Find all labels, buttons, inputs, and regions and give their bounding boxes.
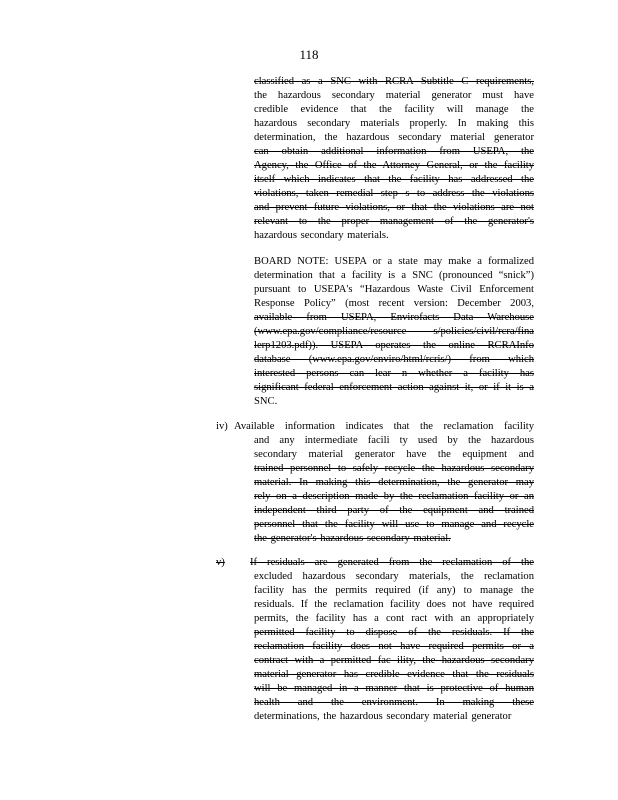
- text-line: (www.epa.gov/compliance/resource s/policies/civil/rcra/fina: [254, 326, 534, 337]
- page-number: 118: [299, 47, 319, 62]
- text-line: the hazardous secondary material generator must have: [254, 90, 534, 101]
- text-line: hazardous secondary materials properly. In making this: [254, 118, 534, 129]
- text-line: material generator has credible evidence that the residuals: [254, 669, 534, 680]
- text-line: If residuals are generated from the reclamation of the: [250, 557, 534, 568]
- item-iv-label: iv): [216, 421, 228, 432]
- text-line: significant federal enforcement action against it, or if it is a: [254, 382, 534, 393]
- text-line: violations, taken remedial step s to address the violations: [254, 188, 534, 199]
- text-line: trained personnel to safely recycle the hazardous secondary: [254, 463, 534, 474]
- text-line: contract with a permitted fac ility, the hazardous secondary: [254, 655, 534, 666]
- text-line: can obtain additional information from USEPA, the: [254, 146, 534, 157]
- text-line: lerp1203.pdf)). USEPA operates the online RCRAInfo: [254, 340, 534, 351]
- text-line: and prevent future violations, or that the violations are not: [254, 202, 534, 213]
- text-line: determination, the hazardous secondary material generator: [254, 132, 534, 143]
- text-line: rely on a description made by the reclamation facility or an: [254, 491, 534, 502]
- text-line: the generator's hazardous secondary material.: [254, 533, 451, 544]
- text-line: credible evidence that the facility will manage the: [254, 104, 534, 115]
- text-line: database (www.epa.gov/enviro/html/rcris/) from which: [254, 354, 534, 365]
- text-line: secondary material generator have the equipment and: [254, 449, 534, 460]
- text-line: determinations, the hazardous secondary material generator: [254, 711, 512, 722]
- text-line: available from USEPA, Envirofacts Data Warehouse: [254, 312, 534, 323]
- text-line: excluded hazardous secondary materials, the reclamation: [254, 571, 534, 582]
- text-line: facility has the permits required (if any) to manage the: [254, 585, 534, 596]
- text-line: will be managed in a manner that is protective of human: [254, 683, 534, 694]
- text-line: relevant to the proper management of the generator's: [254, 216, 534, 227]
- text-line: classified as a SNC with RCRA Subtitle C requirements,: [254, 76, 534, 87]
- text-line: Agency, the Office of the Attorney General, or the facility: [254, 160, 534, 171]
- text-line: determination that a facility is a SNC (pronounced “snick”): [254, 270, 534, 281]
- text-line: pursuant to USEPA's “Hazardous Waste Civil Enforcement: [254, 284, 534, 295]
- text-line: permits, the facility has a cont ract with an appropriately: [254, 613, 534, 624]
- text-line: independent third party of the equipment and trained: [254, 505, 534, 516]
- text-line: Available information indicates that the reclamation facility: [234, 421, 534, 432]
- text-line: material. In making this determination, the generator may: [254, 477, 534, 488]
- text-line: residuals. If the reclamation facility does not have required: [254, 599, 534, 610]
- text-line: SNC.: [254, 396, 278, 407]
- text-line: itself which indicates that the facility has addressed the: [254, 174, 534, 185]
- text-line: interested persons can lear n whether a facility has: [254, 368, 534, 379]
- text-line: permitted facility to dispose of the residuals. If the: [254, 627, 534, 638]
- text-line: reclamation facility does not have required permits or a: [254, 641, 534, 652]
- text-line: Response Policy” (most recent version: December 2003,: [254, 298, 534, 309]
- text-line: hazardous secondary materials.: [254, 230, 389, 241]
- text-line: and any intermediate facili ty used by the hazardous: [254, 435, 534, 446]
- text-line: BOARD NOTE: USEPA or a state may make a formalized: [254, 256, 534, 267]
- text-line: health and the environment. In making these: [254, 697, 534, 708]
- text-line: personnel that the facility will use to manage and recycle: [254, 519, 534, 530]
- item-v-label: v): [216, 557, 225, 568]
